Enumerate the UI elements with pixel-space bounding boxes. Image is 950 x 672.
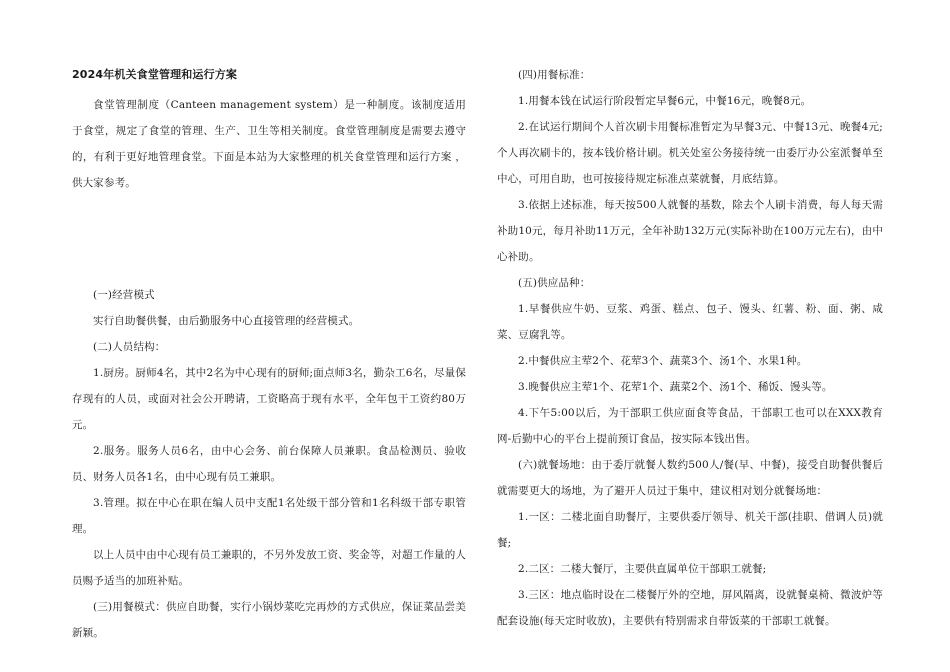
intro-paragraph: 食堂管理制度（Canteen management system）是一种制度。该制度适用于食堂，规定了食堂的管理、生产、卫生等相关制度。食堂管理制度是需要去遵守的，有利于更好地管理食堂。下面是本站为大家整理的机关食堂管理和运行方案 ，供大家参考。 — [72, 99, 466, 189]
paragraph: 1.早餐供应牛奶、豆浆、鸡蛋、糕点、包子、馒头、红薯、粉、面、粥、咸菜、豆腐乳等。 — [497, 303, 883, 341]
paragraph: (六)就餐场地：由于委厅就餐人数约500人/餐(早、中餐)，接受自助餐供餐后就需要更大的场地，为了避开人员过于集中，建议相对划分就餐场地： — [497, 459, 883, 497]
paragraph: 1.一区：二楼北面自助餐厅，主要供委厅领导、机关干部(挂职、借调人员)就餐; — [497, 511, 883, 549]
paragraph: 2.中餐供应主荤2个、花荤3个、蔬菜3个、汤1个、水果1种。 — [518, 355, 808, 367]
paragraph: 3.三区：地点临时设在二楼餐厅外的空地，屏风隔离，设就餐桌椅、微波炉等配套设施(每天定时收放)，主要供有特别需求自带饭菜的干部职工就餐。 — [497, 589, 883, 627]
section-heading-food-variety: (五)供应品种： — [518, 277, 591, 289]
right-column — [497, 62, 883, 634]
blank-gap — [72, 196, 466, 282]
paragraph: 3.依据上述标准，每天按500人就餐的基数，除去个人刷卡消费，每人每天需补助10元，每月补助11万元，全年补助132万元(实际补助在100万元左右)，由中心补助。 — [497, 199, 883, 263]
left-column — [72, 66, 466, 646]
paragraph: 实行自助餐供餐，由后勤服务中心直接管理的经营模式。 — [93, 315, 360, 327]
paragraph: 2.服务。服务人员6名，由中心会务、前台保障人员兼职。食品检测员、验收员、财务人员各1名，由中心现有员工兼职。 — [72, 445, 466, 483]
paragraph: 以上人员中由中心现有员工兼职的，不另外发放工资、奖金等，对超工作量的人员赐予适当的加班补贴。 — [72, 549, 466, 587]
paragraph: 2.二区：二楼大餐厅，主要供直属单位干部职工就餐; — [518, 563, 767, 575]
paragraph: 1.厨房。厨师4名，其中2名为中心现有的厨师;面点师3名，勤杂工6名，尽量保存现有的人员，或面对社会公开聘请，工资略高于现有水平，全年包干工资约80万元。 — [72, 367, 466, 431]
section-heading-operation-mode: (一)经营模式 — [93, 289, 155, 301]
paragraph: 4.下午5:00以后，为干部职工供应面食等食品，干部职工也可以在XXX教育网-后勤中心的平台上提前预订食品，按实际本钱出售。 — [497, 407, 883, 445]
section-heading-meal-standard: (四)用餐标准： — [518, 69, 591, 81]
paragraph: 3.管理。拟在中心在职在编人员中支配1名处级干部分管和1名科级干部专职管理。 — [72, 497, 466, 535]
paragraph: (三)用餐模式：供应自助餐，实行小锅炒菜吃完再炒的方式供应，保证菜品尝美新颖。 — [72, 601, 466, 639]
section-heading-staff-structure: (二)人员结构： — [93, 341, 166, 353]
paragraph: 3.晚餐供应主荤1个、花荤1个、蔬菜2个、汤1个、稀饭、馒头等。 — [518, 381, 833, 393]
document-title: 2024年机关食堂管理和运行方案 — [72, 68, 238, 81]
paragraph: 1.用餐本钱在试运行阶段暂定早餐6元，中餐16元，晚餐8元。 — [518, 95, 812, 107]
paragraph: 2.在试运行期间个人首次刷卡用餐标准暂定为早餐3元、中餐13元、晚餐4元;个人再次刷卡的，按本钱价格计刷。机关处室公务接待统一由委厅办公室派餐单至中心，可用自助，也可按接待规定标准点菜就餐，月底结算。 — [497, 121, 883, 185]
